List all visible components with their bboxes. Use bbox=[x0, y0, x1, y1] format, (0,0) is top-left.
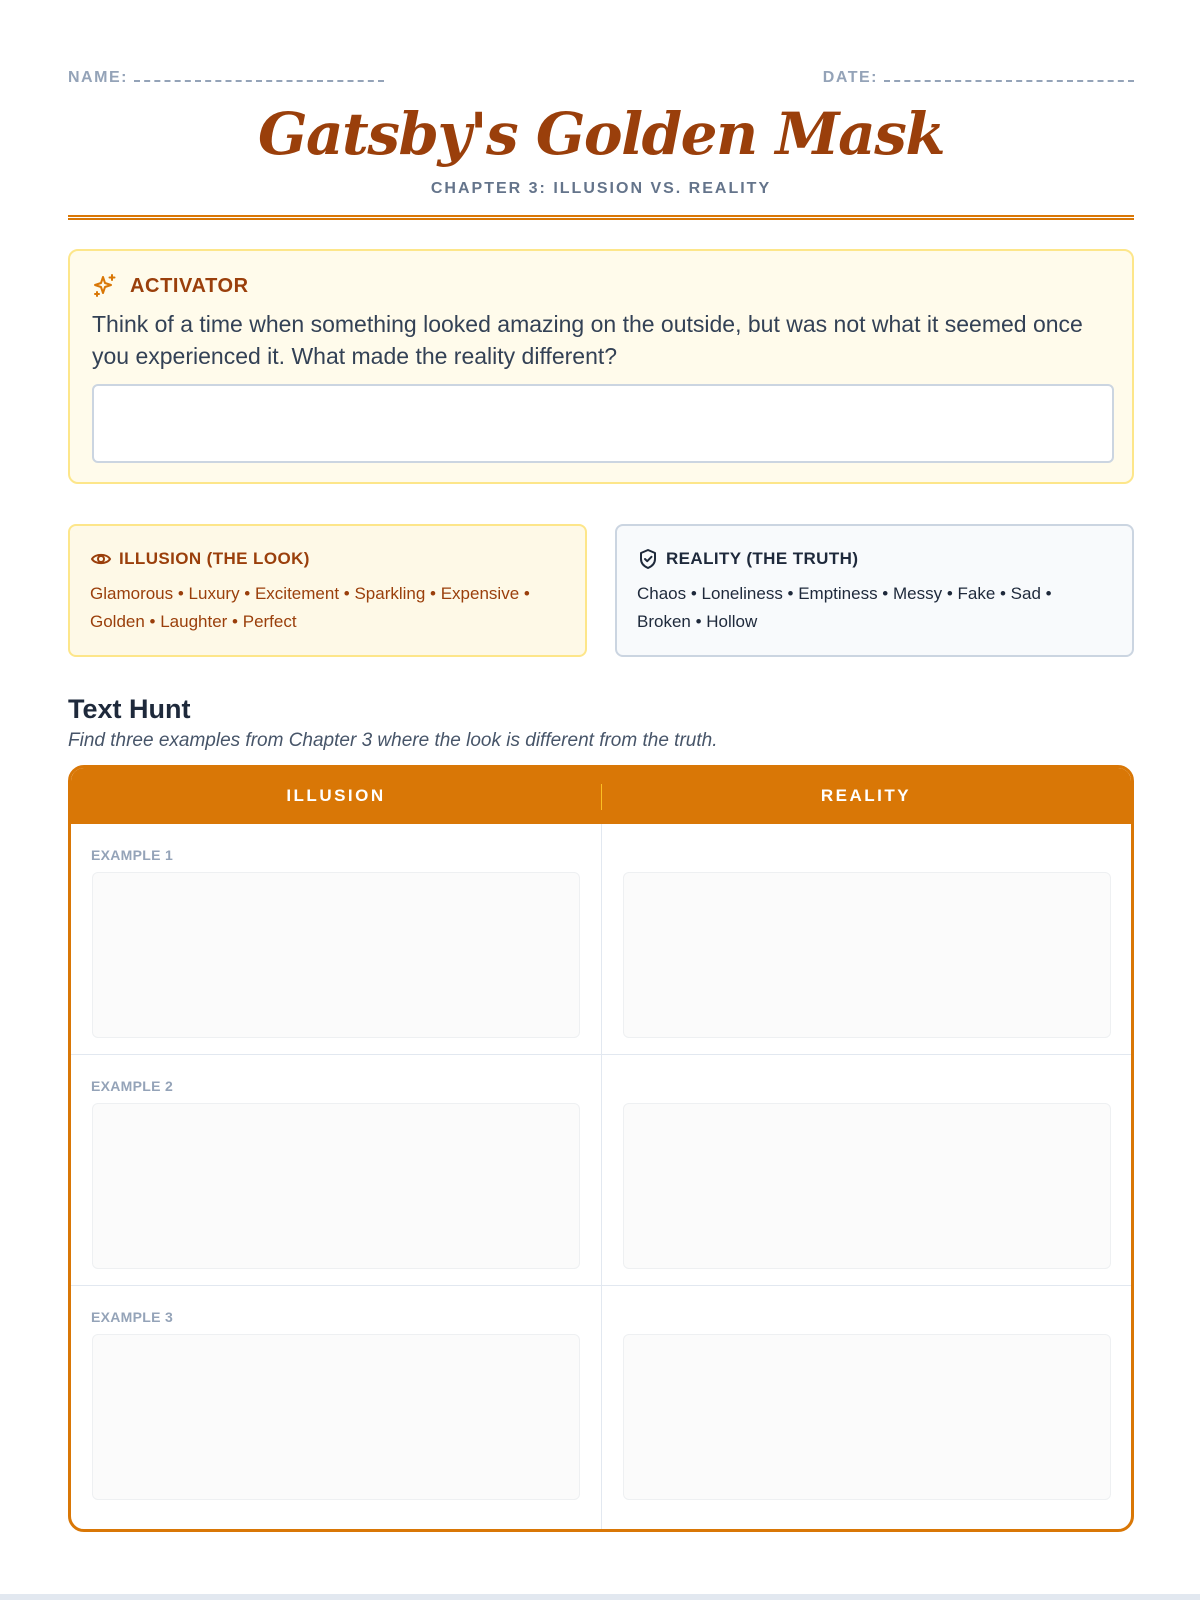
title-double-rule bbox=[68, 215, 1134, 220]
table-row bbox=[71, 824, 1131, 1055]
reality-card-title: REALITY (THE TRUTH) bbox=[666, 549, 859, 568]
illusion-word-bank bbox=[68, 524, 587, 657]
illusion-answer-box[interactable] bbox=[92, 1103, 580, 1269]
page-subtitle: CHAPTER 3: ILLUSION VS. REALITY bbox=[430, 180, 772, 197]
eye-icon bbox=[90, 548, 112, 570]
example-label: EXAMPLE 2 bbox=[91, 1078, 174, 1094]
shield-icon bbox=[637, 548, 659, 570]
activator-prompt: Think of a time when something looked amazing on the outside, but was not what it seemed once you experienced it. What made the reality different? bbox=[92, 311, 1083, 369]
date-blank-line[interactable] bbox=[884, 68, 1134, 82]
reality-answer-box[interactable] bbox=[623, 872, 1111, 1038]
illusion-answer-box[interactable] bbox=[92, 1334, 580, 1500]
reality-word-bank bbox=[615, 524, 1134, 657]
sparkles-icon bbox=[92, 273, 118, 299]
reality-answer-box[interactable] bbox=[623, 1103, 1111, 1269]
name-field[interactable] bbox=[68, 68, 384, 87]
date-field[interactable] bbox=[823, 68, 1134, 87]
page-title: Gatsby's Golden Mask bbox=[257, 100, 945, 168]
header-meta bbox=[68, 68, 1134, 90]
name-label: NAME: bbox=[68, 69, 128, 86]
table-row bbox=[71, 1286, 1131, 1529]
column-header-illusion: ILLUSION bbox=[286, 786, 386, 805]
page-bottom-edge bbox=[0, 1594, 1200, 1600]
illusion-word-list: Glamorous • Luxury • Excitement • Sparkling • Expensive • Golden • Laughter • Perfect bbox=[90, 584, 530, 631]
table-row bbox=[71, 1055, 1131, 1286]
table-header bbox=[71, 768, 1131, 824]
text-hunt-instructions: Find three examples from Chapter 3 where the look is different from the truth. bbox=[68, 730, 718, 751]
illusion-card-title: ILLUSION (THE LOOK) bbox=[119, 549, 310, 568]
activator-answer-field[interactable] bbox=[92, 384, 1114, 463]
text-hunt-title: Text Hunt bbox=[68, 694, 191, 724]
example-label: EXAMPLE 3 bbox=[91, 1309, 174, 1325]
name-blank-line[interactable] bbox=[134, 68, 384, 82]
example-label: EXAMPLE 1 bbox=[91, 847, 174, 863]
illusion-answer-box[interactable] bbox=[92, 872, 580, 1038]
text-hunt-table bbox=[68, 765, 1134, 1532]
column-header-reality: REALITY bbox=[820, 786, 912, 805]
activator-box bbox=[68, 249, 1134, 484]
activator-label: ACTIVATOR bbox=[130, 275, 249, 297]
reality-word-list: Chaos • Loneliness • Emptiness • Messy • Fake • Sad • Broken • Hollow bbox=[637, 584, 1052, 631]
reality-answer-box[interactable] bbox=[623, 1334, 1111, 1500]
date-label: DATE: bbox=[822, 69, 878, 86]
